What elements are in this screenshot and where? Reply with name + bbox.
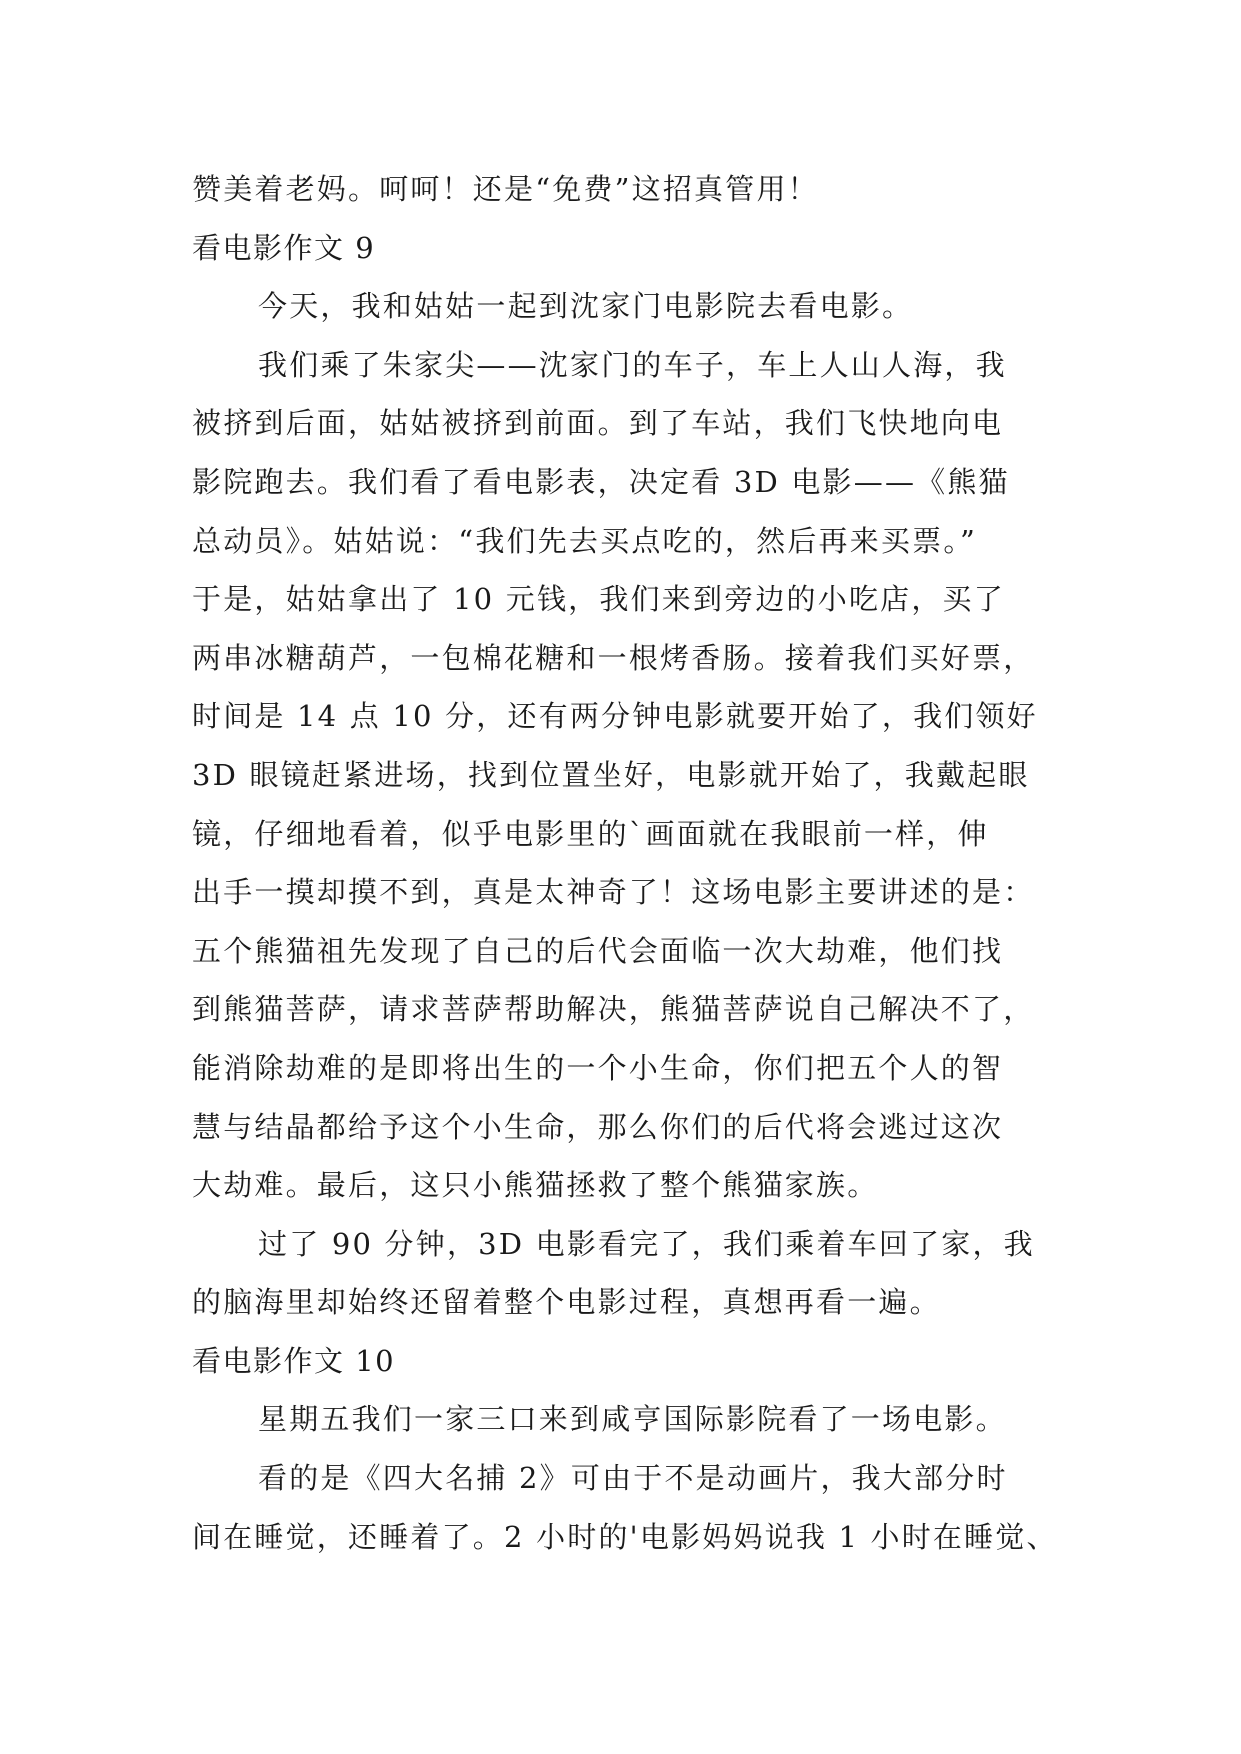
paragraph-start-line: 过了 90 分钟，3D 电影看完了，我们乘着车回了家，我	[258, 1226, 1035, 1261]
text-line: 影院跑去。我们看了看电影表，决定看 3D 电影——《熊猫	[192, 464, 1010, 499]
text-line: 总动员》。姑姑说：“我们先去买点吃的，然后再来买票。”	[192, 523, 978, 558]
text-line: 两串冰糖葫芦，一包棉花糖和一根烤香肠。接着我们买好票，	[192, 640, 1035, 675]
text-line: 五个熊猫祖先发现了自己的后代会面临一次大劫难，他们找	[192, 933, 1004, 968]
text-line: 镜，仔细地看着，似乎电影里的`画面就在我眼前一样，伸	[192, 816, 989, 851]
paragraph-start-line: 看的是《四大名捕 2》可由于不是动画片，我大部分时	[258, 1461, 1008, 1496]
paragraph-start-line: 星期五我们一家三口来到咸亨国际影院看了一场电影。	[258, 1402, 1007, 1437]
text-line: 被挤到后面，姑姑被挤到前面。到了车站，我们飞快地向电	[192, 406, 1004, 441]
text-line: 于是，姑姑拿出了 10 元钱，我们来到旁边的小吃店，买了	[192, 582, 1005, 617]
section-heading: 看电影作文 10	[192, 1343, 396, 1378]
text-line: 时间是 14 点 10 分，还有两分钟电影就要开始了，我们领好	[192, 699, 1038, 734]
text-line: 大劫难。最后，这只小熊猫拯救了整个熊猫家族。	[192, 1168, 879, 1203]
text-line: 慧与结晶都给予这个小生命，那么你们的后代将会逃过这次	[192, 1109, 1004, 1144]
paragraph-start-line: 今天，我和姑姑一起到沈家门电影院去看电影。	[258, 289, 914, 324]
paragraph-start-line: 我们乘了朱家尖——沈家门的车子，车上人山人海，我	[258, 347, 1007, 382]
text-line: 出手一摸却摸不到，真是太神奇了！这场电影主要讲述的是：	[192, 875, 1035, 910]
document-page	[192, 160, 1062, 1566]
text-line: 间在睡觉，还睡着了。2 小时的'电影妈妈说我 1 小时在睡觉、	[192, 1519, 1058, 1554]
text-line: 的脑海里却始终还留着整个电影过程，真想再看一遍。	[192, 1285, 941, 1320]
text-line: 3D 眼镜赶紧进场，找到位置坐好，电影就开始了，我戴起眼	[192, 757, 1030, 792]
text-line: 赞美着老妈。呵呵！还是“免费”这招真管用！	[192, 172, 819, 206]
text-line: 到熊猫菩萨，请求菩萨帮助解决，熊猫菩萨说自己解决不了，	[192, 992, 1035, 1027]
text-line: 能消除劫难的是即将出生的一个小生命，你们把五个人的智	[192, 1050, 1004, 1085]
section-heading: 看电影作文 9	[192, 230, 376, 265]
